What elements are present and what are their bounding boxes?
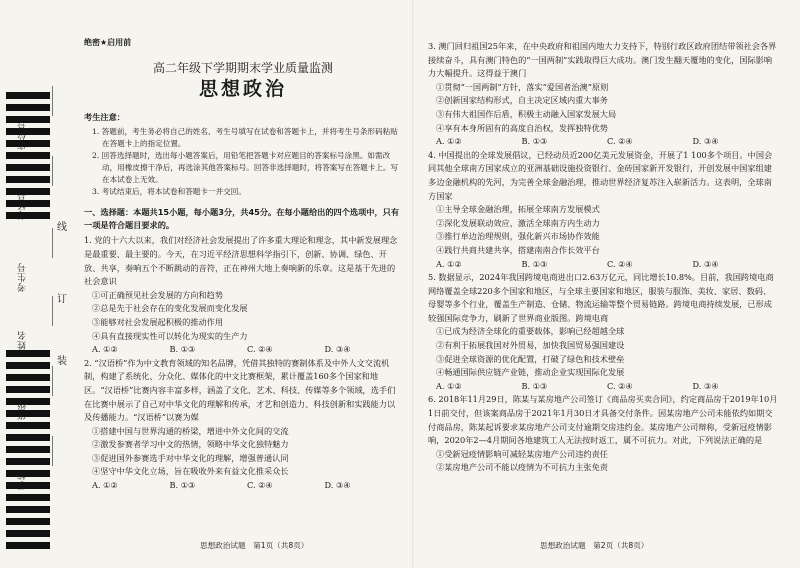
answer-choice: B. ①③ bbox=[169, 480, 196, 491]
binding-bar bbox=[6, 164, 50, 171]
binding-bar bbox=[6, 530, 50, 537]
answer-choice: A. ①② bbox=[436, 136, 462, 147]
question bbox=[428, 393, 778, 475]
answer-choice: B. ①③ bbox=[521, 258, 548, 269]
footer-left: 思想政治试题 第1页（共8页） bbox=[200, 541, 309, 550]
question-option: ②总是先于社会存在的变化发展而变化发展 bbox=[92, 303, 248, 314]
answer-choice: A. ①② bbox=[92, 480, 118, 491]
answer-choice: D. ③④ bbox=[692, 258, 719, 269]
binding-field-label: 学校 bbox=[18, 470, 28, 490]
binding-field-line bbox=[52, 156, 53, 186]
binding-strip bbox=[0, 0, 70, 568]
binding-bar bbox=[6, 518, 50, 525]
question-option: ②激发参赛者学习中文的热情，领略中华文化独特魅力 bbox=[92, 439, 289, 450]
binding-field-line bbox=[52, 366, 53, 396]
question-option: ①贯彻“一国两制”方针，落实“爱国者治澳”原则 bbox=[436, 81, 609, 92]
binding-seal-char: 线 bbox=[57, 222, 67, 233]
binding-seal-char: 装 bbox=[57, 356, 67, 367]
question-stem: 5. 数据显示，2024年我国跨境电商进出口2.63万亿元，同比增长10.8%。目前，我国跨境电商网络覆盖全球220多个国家和地区，与全球主要国家和地区，服装与服饰、美妆、家居、数码、母婴等多个行业，覆盖生产制造、仓储、物流运输等整个贸易链路。跨境电商持续发展，已形成较强国际竞争力，刷新了世界商业版图。跨境电商 bbox=[428, 272, 774, 323]
binding-bar bbox=[6, 152, 50, 159]
binding-field-label: 座位号 bbox=[18, 120, 28, 150]
answer-choice: D. ③④ bbox=[692, 380, 719, 391]
question bbox=[84, 234, 402, 356]
binding-seal-char: 订 bbox=[57, 294, 67, 305]
question-option: ②有利于拓展我国对外贸易，加快我国贸易强国建设 bbox=[436, 340, 625, 351]
binding-bar bbox=[6, 104, 50, 111]
question-stem: 3. 澳门回归祖国25年来，在中央政府和祖国内地大力支持下，特别行政区政府团结带领社会各界接续奋斗，具有澳门特色的“一国两制”实践取得巨大成功。澳门发生翻天覆地的变化，国际影响力大幅提升。这得益于澳门 bbox=[428, 41, 777, 79]
question-stem: 6. 2018年11月29日，陈某与某房地产公司签订《商品房买卖合同》，约定商品房于2019年10月1日前交付，但该案商品房于2021年1月30日才具备交付条件。因某房地产公司未能依约如期交付商品房，陈某起诉要求某房地产公司支付逾期交房违约金。某房地产公司辩称，受新冠疫情影响，2020年2—4月期间各地建筑工人无法按时返工，属不可抗力。对此，下列说法正确的是 bbox=[428, 394, 778, 446]
binding-bar bbox=[6, 506, 50, 513]
question-option: ①可正确预见社会发展的方向和趋势 bbox=[92, 289, 224, 300]
binding-bar bbox=[6, 458, 50, 465]
question-option: ①搭建中国与世界沟通的桥梁，增进中外文化间的交流 bbox=[92, 425, 289, 436]
question-option: ③能够对社会发展起积极的推动作用 bbox=[92, 316, 224, 327]
binding-bar bbox=[6, 374, 50, 381]
binding-bar bbox=[6, 422, 50, 429]
question-option: ④践行共商共建共享，搭建南南合作长效平台 bbox=[436, 244, 600, 255]
notice-item: 2. 回答选择题时，选出每小题答案后，用铅笔把答题卡对应题目的答案标号涂黑。如需改动，用橡皮擦干净后，再选涂其他答案标号。回答非选择题时，将答案写在答题卡上。写在本试卷上无效。 bbox=[92, 151, 399, 185]
answer-choice: D. ③④ bbox=[324, 480, 351, 491]
question-option: ④享有本身所固有的高度自治权，发挥独特优势 bbox=[436, 122, 608, 133]
page-fold bbox=[412, 0, 414, 568]
notice-item: 1. 答题前，考生务必将自己的姓名、考生号填写在试卷和答题卡上，并将考生号条形码粘贴在答题卡上的指定位置。 bbox=[92, 127, 398, 149]
binding-bar bbox=[6, 434, 50, 441]
right-column bbox=[428, 40, 778, 475]
question-option: ③促进全球资源的优化配置，打破了绿色和技术壁垒 bbox=[436, 353, 625, 364]
binding-field-line bbox=[52, 228, 53, 258]
binding-field-line bbox=[52, 86, 53, 116]
notice-heading: 考生注意： bbox=[84, 111, 125, 122]
binding-field-label: 考生号 bbox=[18, 262, 28, 292]
answer-choice: A. ①② bbox=[436, 258, 462, 269]
question bbox=[428, 271, 778, 393]
question-option: ④具有直接现实性可以转化为现实的生产力 bbox=[92, 330, 248, 341]
subject-title: 思想政治 bbox=[198, 78, 287, 101]
question-option: ②某房地产公司不能以疫情为不可抗力主张免责 bbox=[436, 462, 608, 473]
answer-choice: B. ①③ bbox=[169, 344, 196, 355]
binding-bar bbox=[6, 176, 50, 183]
footer-right: 思想政治试题 第2页（共8页） bbox=[540, 541, 649, 550]
secret-label: 绝密★启用前 bbox=[84, 38, 132, 47]
binding-bar bbox=[6, 446, 50, 453]
answer-choice: D. ③④ bbox=[692, 136, 719, 147]
answer-choices bbox=[84, 479, 402, 493]
answer-choice: B. ①③ bbox=[521, 380, 548, 391]
left-column bbox=[84, 36, 402, 493]
question-option: ③促进国外参赛选手对中华文化的理解，增强普通认同 bbox=[92, 452, 289, 463]
question-stem: 1. 党的十六大以来，我们对经济社会发展提出了许多重大理论和理念，其中新发展理念是最重要、最主要的。今天，在习近平经济思想科学指引下，创新、协调、绿色、开放、共享，奏响五个不断跳动的音符，正在神州大地上奏响新的乐章。这是基于先进的社会意识 bbox=[84, 235, 398, 287]
question-option: ①受新冠疫情影响可减轻某房地产公司违约责任 bbox=[436, 448, 608, 459]
binding-field-label: 考场号 bbox=[18, 190, 28, 220]
exam-title: 高二年级下学期期末学业质量监测 bbox=[152, 60, 333, 75]
question-option: ①主导全球金融治理，拓展全球南方发展模式 bbox=[436, 204, 600, 215]
question-stem: 4. 中国提出的全球发展倡议，已经动员近200亿美元发展资金，开展了1 100多个项目。中国会同其他全球南方国家成立的亚洲基础设施投资银行、金砖国家新开发银行，开创发展中国家组建多边金融机构的先河，为完善全球金融治理，推动世界经济复苏注入崭新活力。这表明，全球南方国家 bbox=[428, 149, 773, 201]
binding-bar bbox=[6, 386, 50, 393]
question-stem: 2. “汉语桥”作为中文教育领域的知名品牌，凭借其独特的赛制体系及中外人文交流机制，构建了系统化、分众化、媒体化的中文比赛框架，累计覆盖160多个国家和地区。“汉语桥”比赛内容丰富多样，涵盖了文化、艺术、科技、传媒等多个领域，选手们在比赛中展示了自己对中华文化的理解和传承，才艺和创造力、科技创新和实践能力以及传播能力。“汉语桥”以赛为媒 bbox=[84, 357, 396, 423]
binding-field-label: 班级 bbox=[18, 400, 28, 420]
question bbox=[428, 149, 778, 271]
binding-field-line bbox=[52, 436, 53, 466]
answer-choices bbox=[428, 258, 778, 272]
notice-block bbox=[84, 111, 402, 199]
question-option: ①已成为经济全球化的重要载体，影响已经超越全球 bbox=[436, 326, 625, 337]
answer-choice: C. ②④ bbox=[247, 480, 273, 491]
answer-choice: D. ③④ bbox=[324, 344, 351, 355]
binding-bar bbox=[6, 494, 50, 501]
binding-bar bbox=[6, 542, 50, 549]
notice-item: 3. 考试结束后，将本试卷和答题卡一并交回。 bbox=[92, 187, 246, 197]
answer-choices bbox=[84, 343, 402, 357]
binding-bar bbox=[6, 350, 50, 357]
question-option: ②深化发展联动效应，激活全球南方内生动力 bbox=[436, 217, 600, 228]
binding-field-label: 姓名 bbox=[18, 330, 28, 350]
binding-bar bbox=[6, 92, 50, 99]
binding-bar bbox=[6, 362, 50, 369]
answer-choice: C. ②④ bbox=[607, 258, 633, 269]
question-option: ③推行单边治理规则，强化新兴市场协作效能 bbox=[436, 231, 600, 242]
question bbox=[84, 357, 402, 493]
question-option: ④畅通国际供应链产业链，推动企业实现国际化发展 bbox=[436, 367, 625, 378]
answer-choices bbox=[428, 380, 778, 394]
question-option: ③有伟大祖国作后盾，积极主动融入国家发展大局 bbox=[436, 108, 617, 119]
question bbox=[428, 40, 778, 149]
binding-field-line bbox=[52, 296, 53, 326]
question-option: ④坚守中华文化立场，旨在吸收外来有益文化推采众长 bbox=[92, 466, 289, 477]
answer-choice: C. ②④ bbox=[607, 136, 633, 147]
answer-choice: C. ②④ bbox=[247, 344, 273, 355]
answer-choice: A. ①② bbox=[436, 380, 462, 391]
question-option: ②创新国家结构形式，自主决定区域内重大事务 bbox=[436, 95, 608, 106]
answer-choice: A. ①② bbox=[92, 344, 118, 355]
section-heading: 一、选择题：本题共15小题，每小题3分，共45分。在每小题给出的四个选项中，只有一项是符合题目要求的。 bbox=[84, 207, 400, 231]
answer-choice: C. ②④ bbox=[607, 380, 633, 391]
answer-choices bbox=[428, 135, 778, 149]
answer-choice: B. ①③ bbox=[521, 136, 548, 147]
